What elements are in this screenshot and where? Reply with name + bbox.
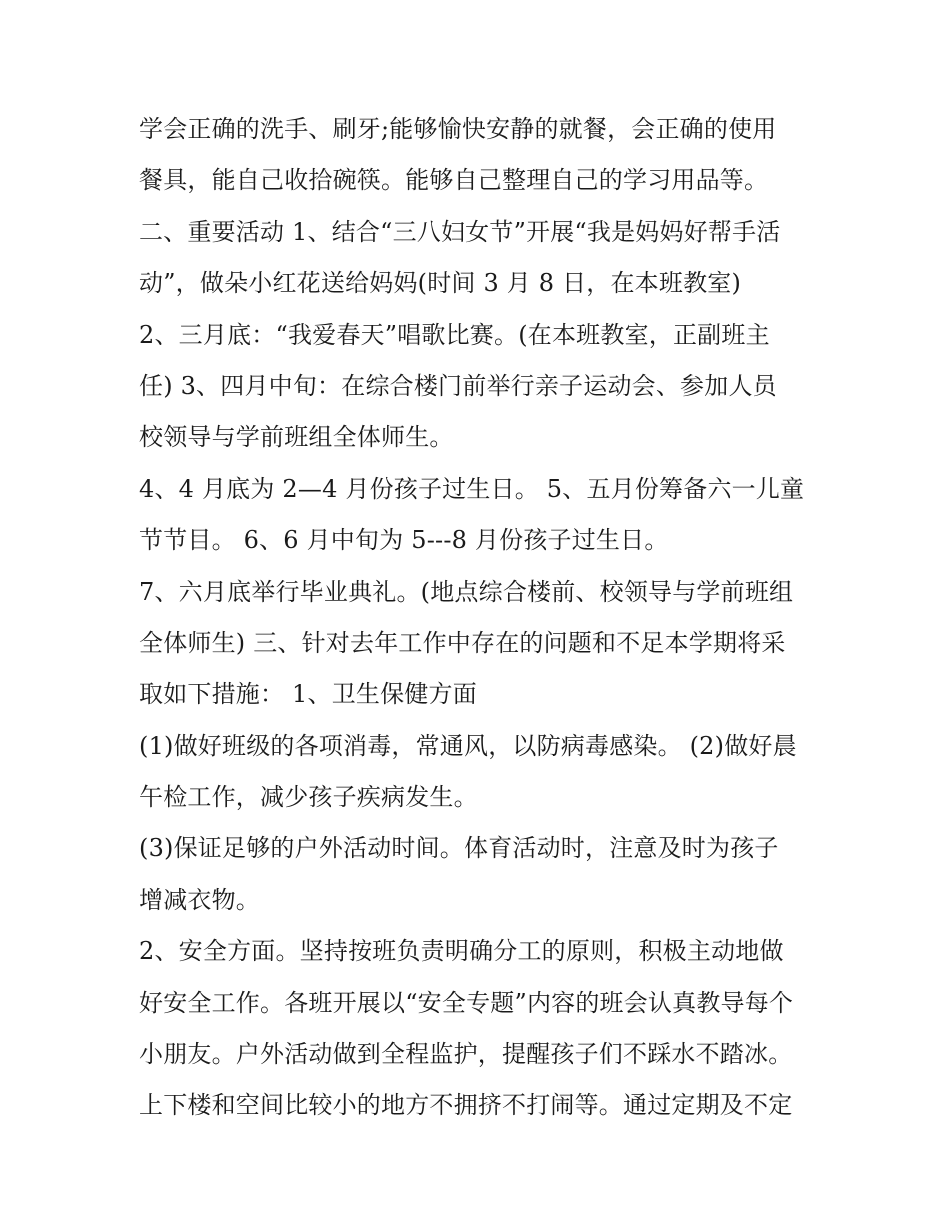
text-line: 二、重要活动 1、结合“三八妇女节”开展“我是妈妈好帮手活 <box>139 217 781 246</box>
text-line: 取如下措施： 1、卫生保健方面 <box>139 680 477 709</box>
text-line: 2、三月底：“我爱春天”唱歌比赛。(在本班教室，正副班主 <box>139 320 770 349</box>
text-line: 上下楼和空间比较小的地方不拥挤不打闹等。通过定期及不定 <box>139 1091 793 1120</box>
text-line: 2、安全方面。坚持按班负责明确分工的原则，积极主动地做 <box>139 937 784 966</box>
text-line: 任) 3、四月中旬：在综合楼门前举行亲子运动会、参加人员 <box>139 371 777 400</box>
text-line: 节节目。 6、6 月中旬为 5---8 月份孩子过生日。 <box>139 526 669 555</box>
text-line: 餐具，能自己收拾碗筷。能够自己整理自己的学习用品等。 <box>139 166 769 195</box>
text-line: 7、六月底举行毕业典礼。(地点综合楼前、校领导与学前班组 <box>139 577 794 606</box>
text-line: 小朋友。户外活动做到全程监护，提醒孩子们不踩水不踏冰。 <box>139 1040 793 1069</box>
text-line: 午检工作，减少孩子疾病发生。 <box>139 783 478 812</box>
text-line: (3)保证足够的户外活动时间。体育活动时，注意及时为孩子 <box>139 834 779 863</box>
document-body <box>139 104 819 1132</box>
text-line: 全体师生) 三、针对去年工作中存在的问题和不足本学期将采 <box>139 628 786 657</box>
text-line: 4、4 月底为 2—4 月份孩子过生日。 5、五月份筹备六一儿童 <box>139 474 805 503</box>
text-line: 校领导与学前班组全体师生。 <box>139 423 454 452</box>
text-line: 学会正确的洗手、刷牙;能够愉快安静的就餐，会正确的使用 <box>139 115 777 143</box>
text-line: 动”，做朵小红花送给妈妈(时间 3 月 8 日，在本班教室) <box>139 269 742 298</box>
text-line: 好安全工作。各班开展以“安全专题”内容的班会认真教导每个 <box>139 988 794 1017</box>
text-line: 增减衣物。 <box>139 885 260 914</box>
text-line: (1)做好班级的各项消毒，常通风，以防病毒感染。 (2)做好晨 <box>139 731 797 760</box>
